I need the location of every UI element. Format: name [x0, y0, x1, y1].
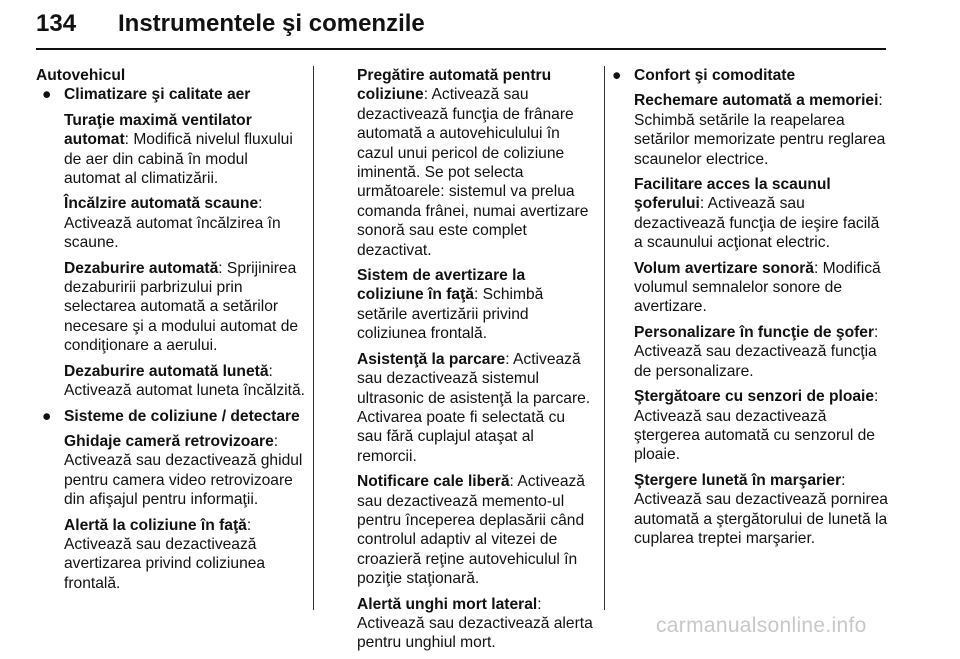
setting-entry — [634, 323, 890, 381]
setting-entry — [634, 259, 890, 317]
setting-description: : Schimbă setările avertizării privind coliziunea frontală. — [357, 286, 544, 343]
setting-description: : Activează sau dezactivează funcţia de ieşire facilă a scaunului acţionat electric. — [634, 195, 880, 252]
page-header — [36, 4, 886, 50]
section-heading: Autovehicul — [36, 67, 126, 84]
setting-description: : Activează sau dezactivează pornirea automată a ştergătorului de lunetă la cuplarea treptei marşarier. — [634, 471, 888, 547]
setting-description: : Activează sau dezactivează alerta pentru unghiul mort. — [357, 595, 593, 652]
setting-description: : Activează sau dezactivează ştergerea automată cu senzorul de ploaie. — [634, 388, 879, 464]
setting-entry — [357, 66, 593, 260]
setting-name: Facilitare acces la scaunul şoferului — [634, 176, 831, 213]
column-divider — [604, 66, 605, 610]
setting-description: : Activează automat luneta încălzită. — [64, 362, 305, 400]
setting-name: Volum avertizare sonoră — [634, 259, 814, 277]
setting-name: Încălzire automată scaune — [64, 195, 259, 213]
setting-entry — [64, 111, 308, 189]
setting-entry — [634, 91, 890, 169]
setting-entry — [634, 471, 890, 549]
setting-name: Ştergătoare cu senzori de ploaie — [634, 388, 875, 406]
setting-entry — [64, 516, 308, 594]
setting-name: Asistenţă la parcare — [357, 350, 506, 368]
column-divider — [313, 66, 314, 610]
setting-description: : Activează sau dezactivează memento-ul pentru începerea deplasării când controlul adaptiv al vitezei de croazieră reţine autovehiculul în poziţie staţionară. — [357, 473, 585, 588]
setting-name: Rechemare automată a memoriei — [634, 92, 879, 110]
setting-name: Notificare cale liberă — [357, 473, 510, 491]
bullet-title: Confort şi comoditate — [634, 67, 796, 84]
setting-description: : Modifică nivelul fluxului de aer din cabină în modul automat al climatizării. — [64, 131, 293, 188]
setting-description: : Activează sau dezactivează funcţia de frânare automată a autovehiculului în cazul unui pericol de coliziune iminentă. Se pot selecta următoarele: sistemul va prelua comanda frânei, numai avertizare sonoră sau este complet dezactivat. — [357, 86, 589, 259]
setting-description: : Modifică volumul semnalelor sonore de avertizare. — [634, 259, 881, 316]
bullet-title: Climatizare şi calitate aer — [64, 86, 251, 104]
column-3 — [606, 66, 890, 554]
header-rule — [36, 48, 886, 50]
bullet-icon: ● — [42, 407, 52, 425]
setting-entry — [634, 175, 890, 253]
setting-name: Sistem de avertizare la coliziune în faţă — [357, 267, 526, 304]
bullet-icon: ● — [42, 86, 52, 104]
bullet-item — [606, 66, 890, 548]
setting-name: Pregătire automată pentru coliziune — [357, 67, 552, 104]
bullet-item — [36, 407, 308, 594]
setting-name: Alertă unghi mort lateral — [357, 595, 538, 613]
page-title: Instrumentele şi comenzile — [118, 10, 425, 37]
setting-name: Dezaburire automată — [64, 259, 219, 277]
setting-entry — [357, 266, 593, 344]
setting-description: : Activează sau dezactivează avertizarea privind coliziunea frontală. — [64, 516, 266, 592]
setting-name: Dezaburire automată lunetă — [64, 362, 269, 380]
setting-description: : Activează automat încălzirea în scaune. — [64, 195, 281, 252]
setting-entry — [64, 432, 308, 510]
setting-description: : Schimbă setările la reapelarea setărilor memorizate pentru reglarea scaunelor electrice. — [634, 92, 886, 168]
column-1 — [36, 66, 308, 599]
column-2 — [357, 66, 593, 659]
setting-entry — [64, 259, 308, 356]
setting-name: Alertă la coliziune în faţă — [64, 516, 247, 534]
page-number: 134 — [36, 10, 77, 37]
setting-name: Ghidaje cameră retrovizoare — [64, 432, 274, 450]
setting-name: Personalizare în funcţie de şofer — [634, 323, 875, 341]
setting-name: Ştergere lunetă în marşarier — [634, 471, 842, 489]
watermark: carmanualsonline.info — [656, 614, 867, 637]
setting-entry — [634, 387, 890, 465]
setting-description: : Activează sau dezactivează ghidul pentru camera video retrovizoare din afişajul pentru informaţii. — [64, 432, 303, 509]
setting-description: : Activează sau dezactivează funcţia de personalizare. — [634, 323, 879, 380]
setting-description: : Activează sau dezactivează sistemul ultrasonic de asistenţă la parcare. Activarea poate fi selectată cu sau fără cuplajul ataşat al remorcii. — [357, 350, 591, 465]
bullet-title: Sisteme de coliziune / detectare — [64, 407, 300, 425]
setting-entry — [357, 350, 593, 466]
setting-entry — [357, 472, 593, 588]
setting-entry — [64, 362, 308, 401]
setting-name: Turaţie maximă ventilator automat — [64, 111, 252, 149]
bullet-icon: ● — [612, 67, 622, 84]
setting-description: : Sprijinirea dezaburirii parbrizului prin selectarea automată a setărilor necesare şi a modului automat de condiţionare a aerului. — [64, 259, 299, 355]
bullet-item — [36, 85, 308, 400]
setting-entry — [64, 194, 308, 252]
setting-entry — [357, 595, 593, 653]
